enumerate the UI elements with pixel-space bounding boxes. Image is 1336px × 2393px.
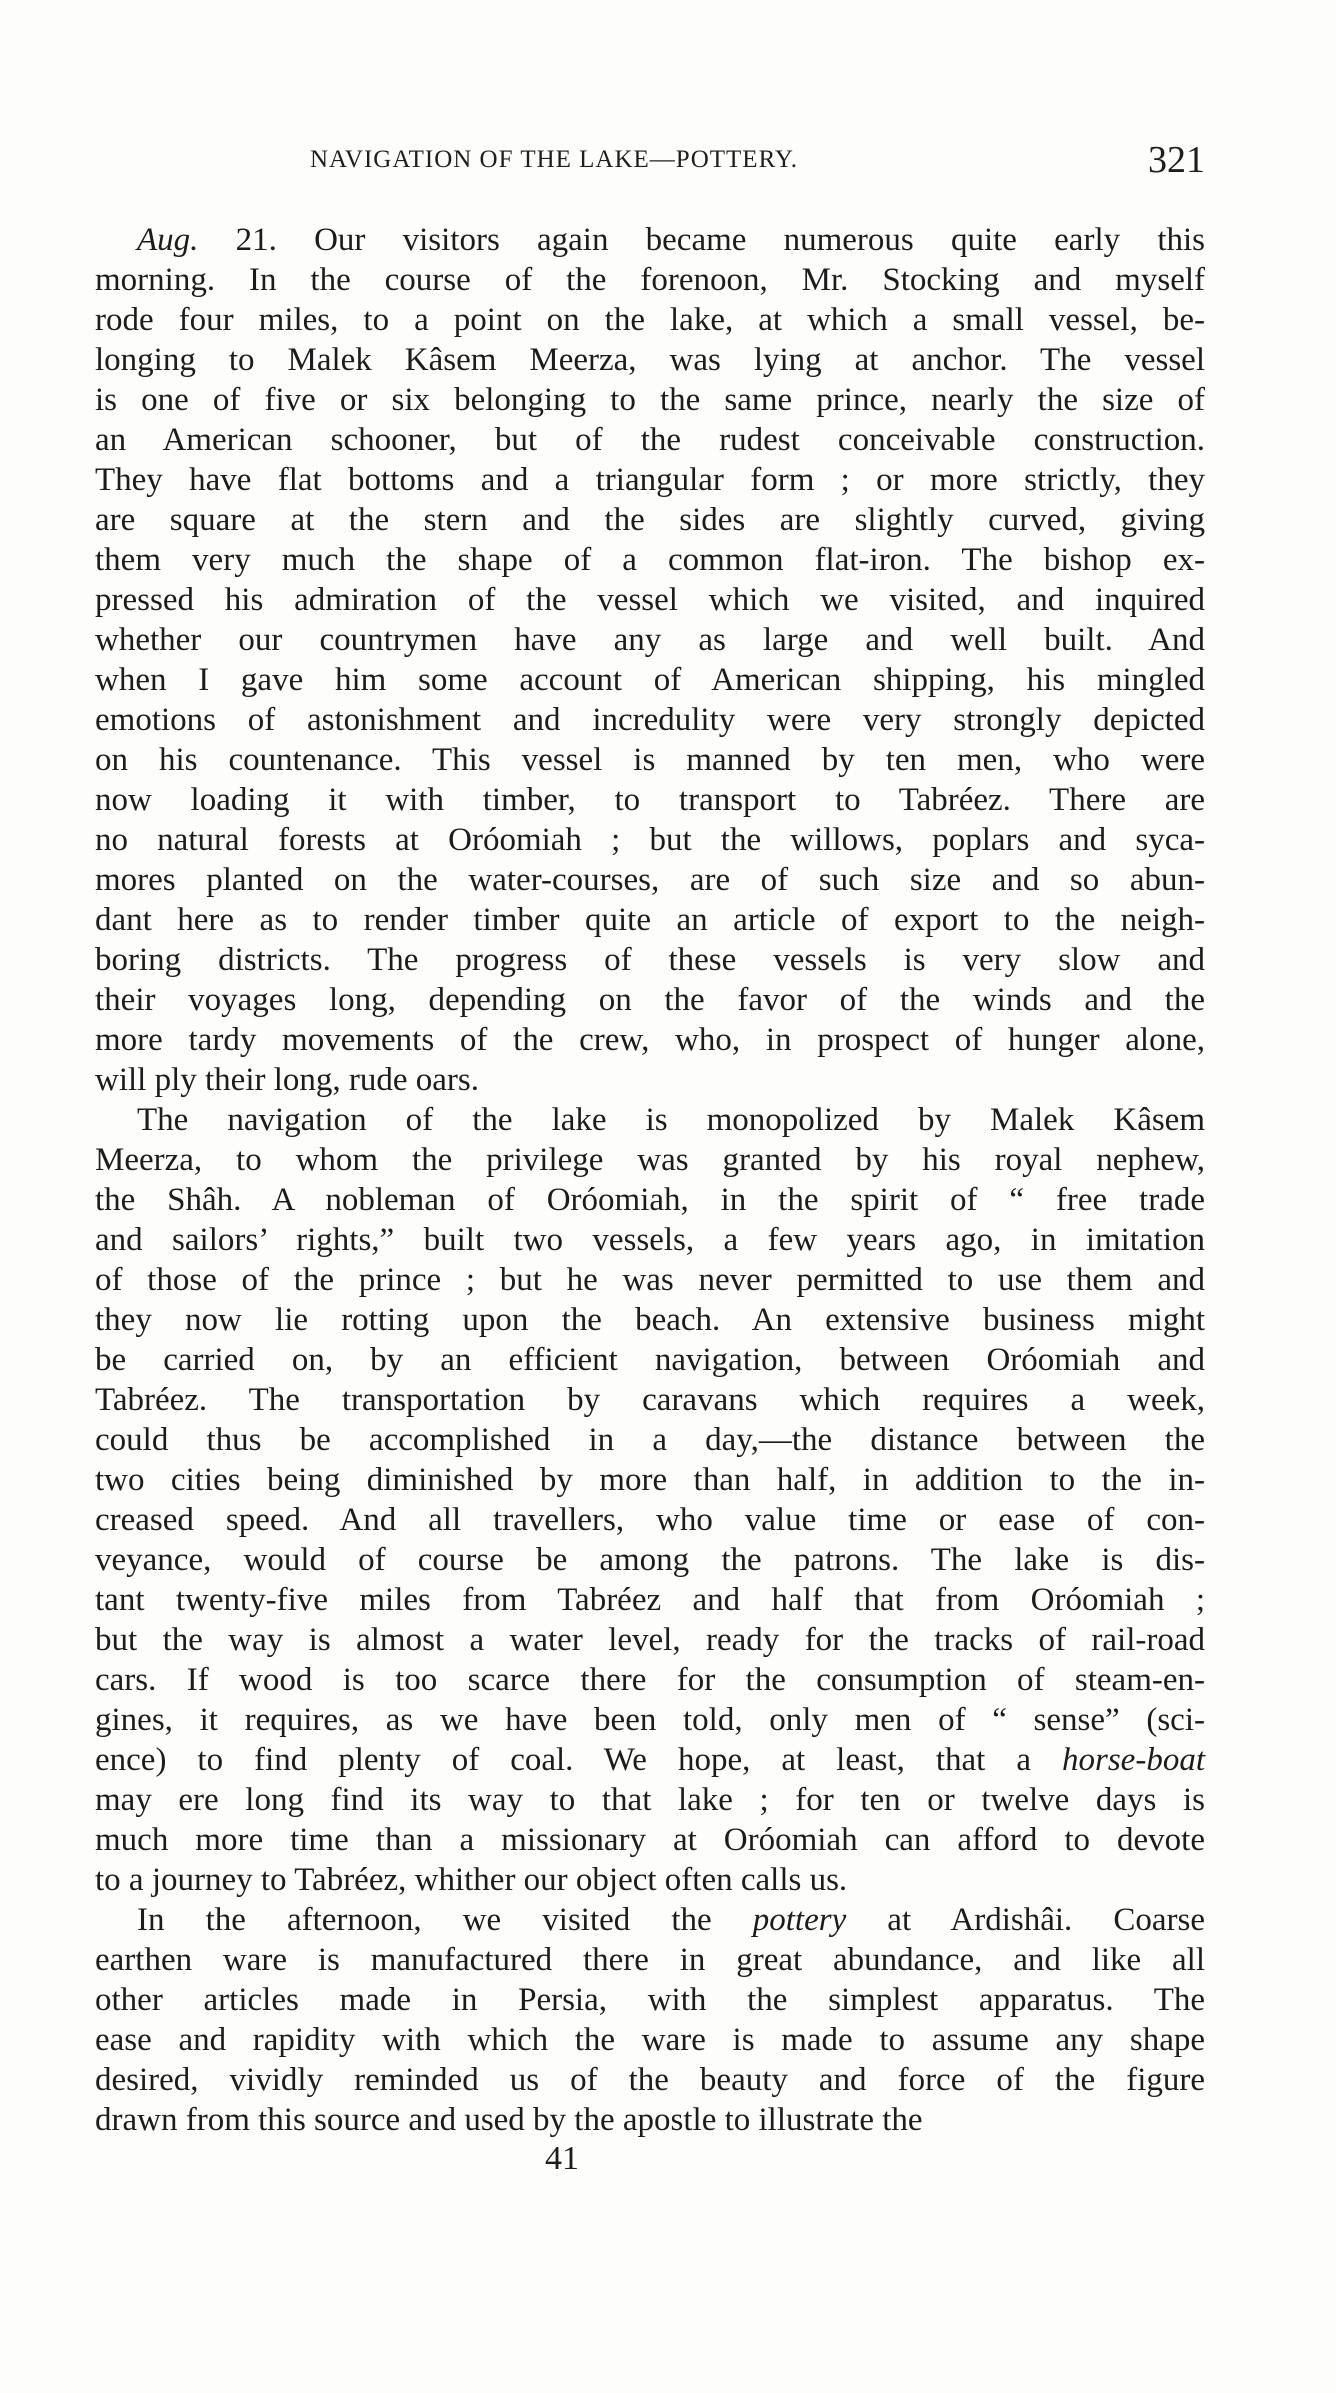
text-line (95, 1740, 1205, 1780)
line-text: much more time than a missionary at Oróomiah can afford to devote (95, 1822, 1205, 1858)
line-text: but the way is almost a water level, ready for the tracks of rail-road (95, 1622, 1205, 1658)
line-text: earthen ware is manufactured there in great abundance, and like all (95, 1942, 1205, 1978)
text-line (95, 820, 1205, 860)
line-text: them very much the shape of a common flat-iron. The bishop ex- (95, 542, 1205, 578)
line-text: ence) to find plenty of coal. We hope, at least, that a (95, 1742, 1062, 1778)
text-line (95, 1620, 1205, 1660)
text-line (95, 740, 1205, 780)
line-text: other articles made in Persia, with the simplest apparatus. The (95, 1982, 1205, 2018)
text-line (95, 1780, 1205, 1820)
line-text: more tardy movements of the crew, who, in prospect of hunger alone, (95, 1022, 1205, 1058)
paragraph (95, 1900, 1205, 2140)
line-text: now loading it with timber, to transport to Tabréez. There are (95, 782, 1205, 818)
line-text: ease and rapidity with which the ware is made to assume any shape (95, 2022, 1205, 2058)
text-line (95, 860, 1205, 900)
text-line (95, 900, 1205, 940)
text-line (95, 380, 1205, 420)
line-text: mores planted on the water-courses, are of such size and so abun- (95, 862, 1205, 898)
text-line (95, 1820, 1205, 1860)
text-line (95, 1420, 1205, 1460)
running-head: NAVIGATION OF THE LAKE—POTTERY. (310, 146, 798, 173)
text-line (95, 1540, 1205, 1580)
paragraph (95, 1100, 1205, 1900)
line-text: drawn from this source and used by the apostle to illustrate the (95, 2102, 923, 2138)
text-line (95, 940, 1205, 980)
text-line (95, 2060, 1205, 2100)
line-text: could thus be accomplished in a day,—the distance between the (95, 1422, 1205, 1458)
text-line (95, 1460, 1205, 1500)
line-text: an American schooner, but of the rudest conceivable construction. (95, 422, 1205, 458)
italic-text: horse-boat (1062, 1742, 1205, 1778)
text-line (95, 1020, 1205, 1060)
text-line (95, 1300, 1205, 1340)
line-text: They have flat bottoms and a triangular form ; or more strictly, they (95, 462, 1205, 498)
line-text: Meerza, to whom the privilege was granted by his royal nephew, (95, 1142, 1205, 1178)
line-text: they now lie rotting upon the beach. An extensive business might (95, 1302, 1205, 1338)
italic-text: Aug. (137, 222, 199, 258)
text-line (95, 1380, 1205, 1420)
line-text: rode four miles, to a point on the lake, at which a small vessel, be- (95, 302, 1205, 338)
line-text: pressed his admiration of the vessel which we visited, and inquired (95, 582, 1205, 618)
line-text: In the afternoon, we visited the (137, 1902, 753, 1938)
text-line (95, 340, 1205, 380)
text-line (95, 700, 1205, 740)
signature-mark: 41 (545, 2140, 579, 2177)
line-text: cars. If wood is too scarce there for the consumption of steam-en- (95, 1662, 1205, 1698)
page-number: 321 (1148, 139, 1205, 181)
paragraph (95, 220, 1205, 1100)
text-line (95, 300, 1205, 340)
line-text: Tabréez. The transportation by caravans which requires a week, (95, 1382, 1205, 1418)
text-line (95, 1060, 1205, 1100)
line-text: longing to Malek Kâsem Meerza, was lying at anchor. The vessel (95, 342, 1205, 378)
text-line (95, 660, 1205, 700)
line-text: whether our countrymen have any as large and well built. And (95, 622, 1205, 658)
line-text: creased speed. And all travellers, who value time or ease of con- (95, 1502, 1205, 1538)
text-line (95, 1180, 1205, 1220)
text-line (95, 220, 1205, 260)
line-text: when I gave him some account of American shipping, his mingled (95, 662, 1205, 698)
text-line (95, 260, 1205, 300)
line-text: of those of the prince ; but he was never permitted to use them and (95, 1262, 1205, 1298)
text-line (95, 1580, 1205, 1620)
line-text: may ere long find its way to that lake ; for ten or twelve days is (95, 1782, 1205, 1818)
text-line (95, 2020, 1205, 2060)
line-text: will ply their long, rude oars. (95, 1062, 480, 1098)
text-line (95, 1900, 1205, 1940)
line-text: no natural forests at Oróomiah ; but the willows, poplars and syca- (95, 822, 1205, 858)
text-line (95, 1660, 1205, 1700)
line-text: 21. Our visitors again became numerous quite early this (198, 222, 1205, 258)
body-text (95, 220, 1205, 2140)
line-text: at Ardishâi. Coarse (846, 1902, 1205, 1938)
line-text: gines, it requires, as we have been told, only men of “ sense” (sci- (95, 1702, 1205, 1738)
line-text: emotions of astonishment and incredulity were very strongly depicted (95, 702, 1205, 738)
text-line (95, 1260, 1205, 1300)
line-text: veyance, would of course be among the patrons. The lake is dis- (95, 1542, 1205, 1578)
line-text: tant twenty-five miles from Tabréez and half that from Oróomiah ; (95, 1582, 1205, 1618)
line-text: desired, vividly reminded us of the beauty and force of the figure (95, 2062, 1205, 2098)
text-line (95, 2100, 1205, 2140)
line-text: their voyages long, depending on the favor of the winds and the (95, 982, 1205, 1018)
line-text: and sailors’ rights,” built two vessels, a few years ago, in imitation (95, 1222, 1205, 1258)
text-line (95, 780, 1205, 820)
text-line (95, 1860, 1205, 1900)
page-header (95, 138, 1205, 188)
text-line (95, 980, 1205, 1020)
text-line (95, 500, 1205, 540)
line-text: to a journey to Tabréez, whither our object often calls us. (95, 1862, 848, 1898)
line-text: the Shâh. A nobleman of Oróomiah, in the spirit of “ free trade (95, 1182, 1205, 1218)
text-line (95, 460, 1205, 500)
text-line (95, 1980, 1205, 2020)
text-line (95, 580, 1205, 620)
text-line (95, 1340, 1205, 1380)
line-text: boring districts. The progress of these vessels is very slow and (95, 942, 1205, 978)
italic-text: pottery (752, 1902, 847, 1938)
line-text: two cities being diminished by more than half, in addition to the in- (95, 1462, 1205, 1498)
text-line (95, 1100, 1205, 1140)
text-line (95, 620, 1205, 660)
line-text: The navigation of the lake is monopolized by Malek Kâsem (137, 1102, 1205, 1138)
line-text: on his countenance. This vessel is manned by ten men, who were (95, 742, 1205, 778)
text-line (95, 420, 1205, 460)
text-line (95, 1940, 1205, 1980)
text-line (95, 1140, 1205, 1180)
text-line (95, 1500, 1205, 1540)
text-line (95, 1220, 1205, 1260)
line-text: dant here as to render timber quite an article of export to the neigh- (95, 902, 1205, 938)
line-text: be carried on, by an efficient navigation, between Oróomiah and (95, 1342, 1205, 1378)
text-line (95, 1700, 1205, 1740)
line-text: is one of five or six belonging to the same prince, nearly the size of (95, 382, 1205, 418)
text-line (95, 540, 1205, 580)
line-text: are square at the stern and the sides are slightly curved, giving (95, 502, 1205, 538)
line-text: morning. In the course of the forenoon, Mr. Stocking and myself (95, 262, 1205, 298)
